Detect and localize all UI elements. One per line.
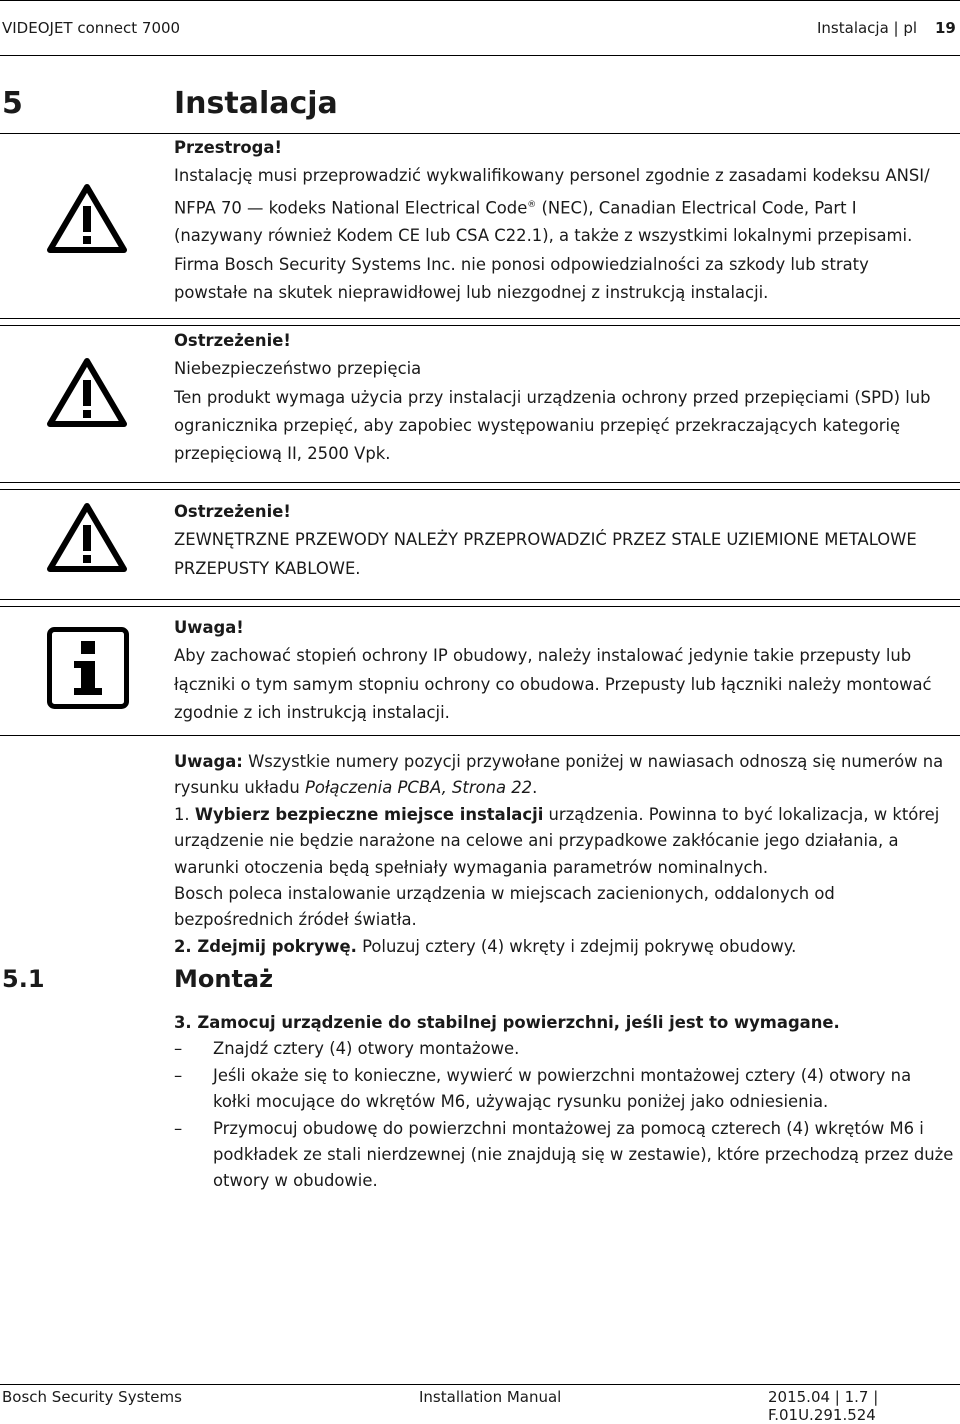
section-body-lower	[174, 1010, 960, 1195]
list-item: – Przymocuj obudowę do powierzchni montażowej za pomocą czterech (4) wkrętów M6 i podkładek ze stali nierdzewnej (nie znajdują się w zestawie), które przechodzą przez duże otwory w obudowie.	[174, 1118, 954, 1191]
header-section-label: Instalacja | pl	[817, 19, 918, 37]
body-line: bezpośrednich źródeł światła.	[174, 910, 417, 930]
section-number: 5.1	[2, 965, 45, 993]
notice-caution	[174, 134, 958, 307]
warning-triangle-icon	[45, 501, 129, 573]
registered-mark: ®	[527, 199, 537, 210]
notice-title: Uwaga!	[174, 618, 244, 637]
info-icon	[47, 627, 129, 709]
notice-line: łączniki o tym samym stopniu ochrony co obudowa. Przepusty lub łączniki należy montować	[174, 674, 932, 694]
notice-line: Ten produkt wymaga użycia przy instalacji urządzenia ochrony przed przepięciami (SPD) lub	[174, 387, 931, 407]
notice-line: Niebezpieczeństwo przepięcia	[174, 359, 422, 379]
notice-line: ZEWNĘTRZNE PRZEWODY NALEŻY PRZEPROWADZIĆ PRZEZ STALE UZIEMIONE METALOWE	[174, 530, 917, 550]
notice-line: Instalację musi przeprowadzić wykwalifikowany personel zgodnie z zasadami kodeksu ANSI/	[174, 166, 930, 186]
notice-line: (nazywany również Kodem CE lub CSA C22.1), a także z wszystkimi lokalnymi przepisami.	[174, 226, 913, 246]
notice-line: NFPA 70 — kodeks National Electrical Code® (NEC), Canadian Electrical Code, Part I	[174, 198, 857, 218]
notice-line: PRZEPUSTY KABLOWE.	[174, 558, 361, 578]
notice-separator	[0, 325, 960, 326]
notice-title: Przestroga!	[174, 138, 282, 157]
notice-line: Firma Bosch Security Systems Inc. nie ponosi odpowiedzialności za szkody lub straty	[174, 254, 869, 274]
step-2: 2. Zdejmij pokrywę. Poluzuj cztery (4) wkręty i zdejmij pokrywę obudowy.	[174, 936, 797, 956]
notice-separator	[0, 606, 960, 607]
chapter-number: 5	[2, 86, 23, 121]
notice-separator	[0, 489, 960, 490]
body-note: rysunku układu Połączenia PCBA, Strona 22.	[174, 778, 538, 798]
footer-rule	[0, 1384, 960, 1385]
list-item: – Jeśli okaże się to konieczne, wywierć w powierzchni montażowej cztery (4) otwory na kołki mocujące do wkrętów M6, używając rysunku poniżej jako odniesienia.	[174, 1065, 912, 1112]
chapter-title: Instalacja	[174, 86, 338, 121]
body-line: Bosch poleca instalowanie urządzenia w miejscach zacienionych, oddalonych od	[174, 884, 835, 904]
notice-warning-surge	[174, 327, 958, 468]
notice-title: Ostrzeżenie!	[174, 331, 291, 350]
footer-company: Bosch Security Systems	[2, 1388, 182, 1406]
section-title: Montaż	[174, 965, 274, 993]
body-line: urządzenie nie będzie narażone na celowe ani przypadkowe zakłócanie jego działania, a	[174, 831, 899, 851]
header-bottom-rule	[0, 55, 960, 56]
notice-line: Aby zachować stopień ochrony IP obudowy, należy instalować jedynie takie przepusty lub	[174, 646, 912, 666]
figure-reference: Połączenia PCBA, Strona 22	[304, 778, 533, 798]
body-note: Uwaga: Wszystkie numery pozycji przywołane poniżej w nawiasach odnoszą się numerów na	[174, 752, 944, 771]
notice-separator	[0, 482, 960, 483]
notice-separator	[0, 599, 960, 600]
notice-warning-conduit	[174, 498, 958, 583]
header-top-rule	[0, 0, 960, 1]
step-3: 3. Zamocuj urządzenie do stabilnej powierzchni, jeśli jest to wymagane.	[174, 1013, 840, 1032]
notice-title: Ostrzeżenie!	[174, 502, 291, 521]
notice-separator	[0, 318, 960, 319]
footer-document-type: Installation Manual	[419, 1388, 562, 1406]
section-body-upper	[174, 749, 954, 960]
notice-line: powstałe na skutek nieprawidłowej lub niezgodnej z instrukcją instalacji.	[174, 282, 769, 302]
header-page-number: 19	[935, 19, 956, 37]
footer-version: 2015.04 | 1.7 | F.01U.291.524	[768, 1388, 879, 1424]
step-1: 1. Wybierz bezpieczne miejsce instalacji urządzenia. Powinna to być lokalizacja, w której	[174, 804, 940, 824]
notice-line: przepięciową II, 2500 Vpk.	[174, 444, 391, 464]
body-line: warunki otoczenia będą spełniały wymagania parametrów nominalnych.	[174, 857, 769, 877]
warning-triangle-icon	[45, 356, 129, 428]
notice-separator	[0, 735, 960, 736]
notice-line: zgodnie z ich instrukcją instalacji.	[174, 702, 450, 722]
warning-triangle-icon	[45, 182, 129, 254]
list-item: – Znajdź cztery (4) otwory montażowe.	[174, 1039, 520, 1059]
header-product: VIDEOJET connect 7000	[2, 19, 181, 37]
notice-note-ip	[174, 614, 958, 727]
notice-line: ogranicznika przepięć, aby zapobiec występowaniu przepięć przekraczających kategorię	[174, 415, 901, 435]
